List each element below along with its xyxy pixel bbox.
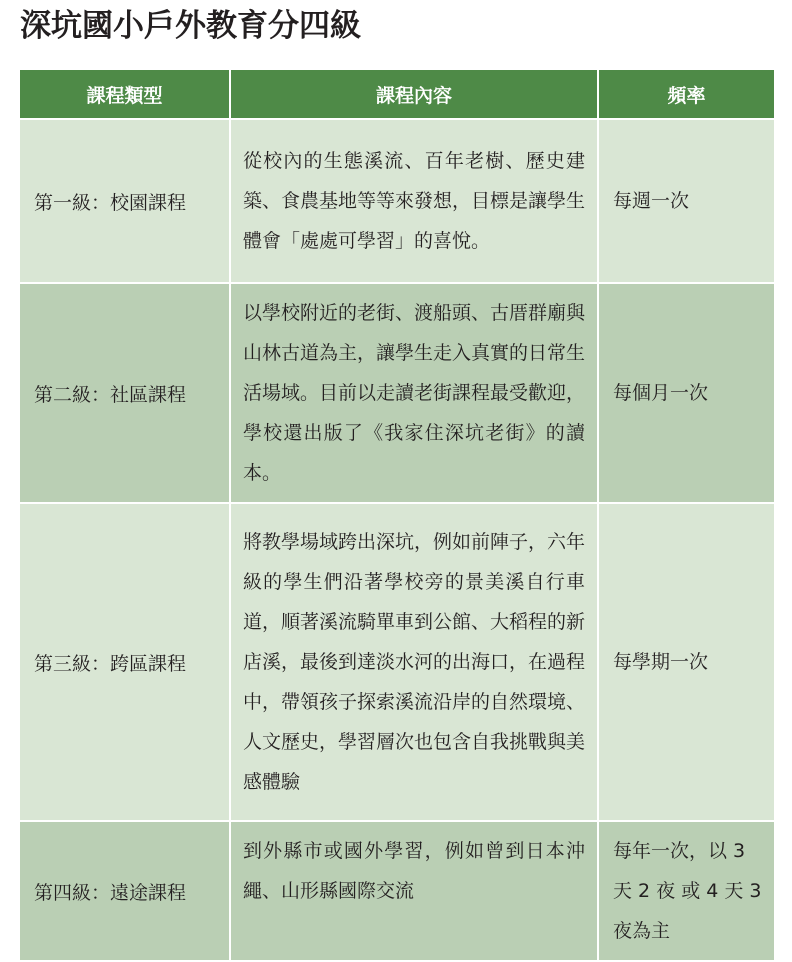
course-content-cell: 從校內的生態溪流、百年老樹、歷史建築、食農基地等等來發想，目標是讓學生體會「處處可學習」的喜悅。 [230, 119, 598, 283]
course-content-cell: 以學校附近的老街、渡船頭、古厝群廟與山林古道為主，讓學生走入真實的日常生活場域。目前以走讀老街課程最受歡迎，學校還出版了《我家住深坑老街》的讀本。 [230, 283, 598, 503]
table-header-row [20, 70, 774, 119]
frequency-cell: 每週一次 [598, 119, 774, 283]
course-content-cell: 到外縣市或國外學習，例如曾到日本沖繩、山形縣國際交流 [230, 821, 598, 961]
course-type-cell: 第四級：遠途課程 [20, 821, 230, 961]
course-type-cell: 第三級：跨區課程 [20, 503, 230, 821]
frequency-cell: 每年一次，以 3 天 2 夜 或 4 天 3 夜為主 [598, 821, 774, 961]
frequency-cell: 每個月一次 [598, 283, 774, 503]
frequency-cell: 每學期一次 [598, 503, 774, 821]
course-type-cell: 第二級：社區課程 [20, 283, 230, 503]
page-title: 深坑國小戶外教育分四級 [20, 8, 361, 44]
course-type-cell: 第一級：校園課程 [20, 119, 230, 283]
table-row [20, 119, 774, 283]
column-header-course-content: 課程內容 [230, 70, 598, 119]
table-row [20, 283, 774, 503]
course-content-cell: 將教學場域跨出深坑，例如前陣子，六年級的學生們沿著學校旁的景美溪自行車道，順著溪流騎單車到公館、大稻程的新店溪，最後到達淡水河的出海口，在過程中，帶領孩子探索溪流沿岸的自然環境、人文歷史，學習層次也包含自我挑戰與美感體驗 [230, 503, 598, 821]
column-header-frequency: 頻率 [598, 70, 774, 119]
table-row [20, 503, 774, 821]
table-row [20, 821, 774, 961]
course-table [20, 70, 774, 962]
column-header-course-type: 課程類型 [20, 70, 230, 119]
